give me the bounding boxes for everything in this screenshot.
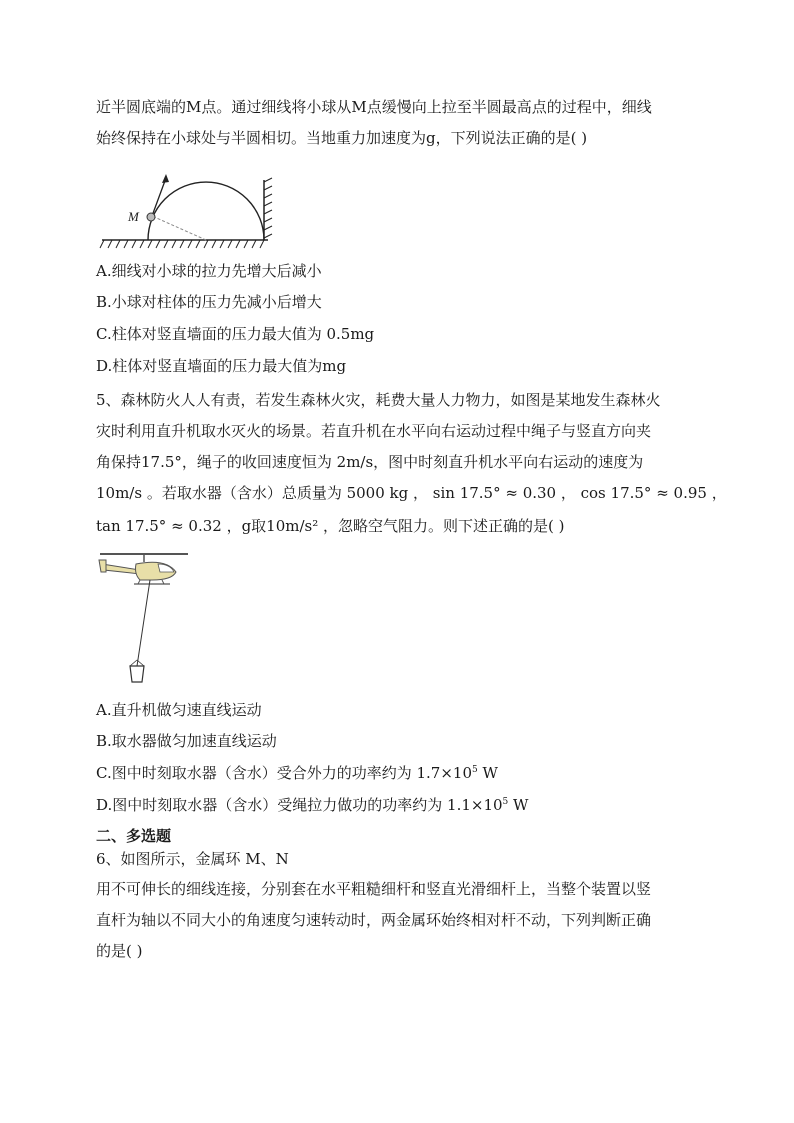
q4-stem-line1: 近半圆底端的M点。通过细线将小球从M点缓慢向上拉至半圆最高点的过程中，细线 xyxy=(96,98,652,116)
q4-option-c[interactable]: C.柱体对竖直墙面的压力最大值为 0.5mg xyxy=(96,325,375,343)
q5-stem-line2: 灾时利用直升机取水灭火的场景。若直升机在水平向右运动过程中绳子与竖直方向夹 xyxy=(96,422,652,440)
semicircle-figure xyxy=(96,172,282,252)
q5-stem-line1: 5、森林防火人人有责，若发生森林火灾，耗费大量人力物力，如图是某地发生森林火 xyxy=(96,391,661,409)
q5-option-a[interactable]: A.直升机做匀速直线运动 xyxy=(96,701,262,719)
q5-option-d[interactable] xyxy=(96,795,528,815)
q5-option-d-exponent: 5 xyxy=(502,797,509,807)
helicopter-figure xyxy=(96,546,192,690)
q6-stem-line2: 用不可伸长的细线连接，分别套在水平粗糙细杆和竖直光滑细杆上，当整个装置以竖 xyxy=(96,880,652,898)
q6-stem-line1: 6、如图所示，金属环 M、N xyxy=(96,850,289,868)
q5-option-c-exponent: 5 xyxy=(472,765,478,775)
q5-option-c[interactable] xyxy=(96,763,498,783)
q6-stem-line4: 的是( ) xyxy=(96,942,143,960)
section-heading-multiple-choice: 二、多选题 xyxy=(96,827,172,845)
q5-stem-line3: 角保持17.5°，绳子的收回速度恒为 2m/s，图中时刻直升机水平向右运动的速度为 xyxy=(96,453,644,471)
q5-stem-line4: 10m/s 。若取水器（含水）总质量为 5000 kg ， sin 17.5° ≈ 0.30 ， cos 17.5° ≈ 0.95 ， xyxy=(96,484,727,502)
q6-stem-line3: 直杆为轴以不同大小的角速度匀速转动时，两金属环始终相对杆不动，下列判断正确 xyxy=(96,911,652,929)
q4-option-b[interactable]: B.小球对柱体的压力先减小后增大 xyxy=(96,293,322,311)
q5-option-d-text: D.图中时刻取水器（含水）受绳拉力做功的功率约为 1.1×10 xyxy=(96,796,503,814)
q4-option-d[interactable]: D.柱体对竖直墙面的压力最大值为mg xyxy=(96,357,347,375)
q5-option-b[interactable]: B.取水器做匀加速直线运动 xyxy=(96,732,277,750)
q5-option-d-unit: W xyxy=(508,796,529,814)
q4-option-a[interactable]: A.细线对小球的拉力先增大后减小 xyxy=(96,262,322,280)
q5-option-c-unit: W xyxy=(477,764,498,782)
point-m-label: M xyxy=(128,209,139,224)
q5-stem-line5: tan 17.5° ≈ 0.32 ，g取10m/s² ，忽略空气阻力。则下述正确的是( ) xyxy=(96,517,565,535)
q5-option-c-text: C.图中时刻取水器（含水）受合外力的功率约为 1.7×10 xyxy=(96,764,472,782)
q4-stem-line2: 始终保持在小球处与半圆相切。当地重力加速度为g，下列说法正确的是( ) xyxy=(96,129,588,147)
